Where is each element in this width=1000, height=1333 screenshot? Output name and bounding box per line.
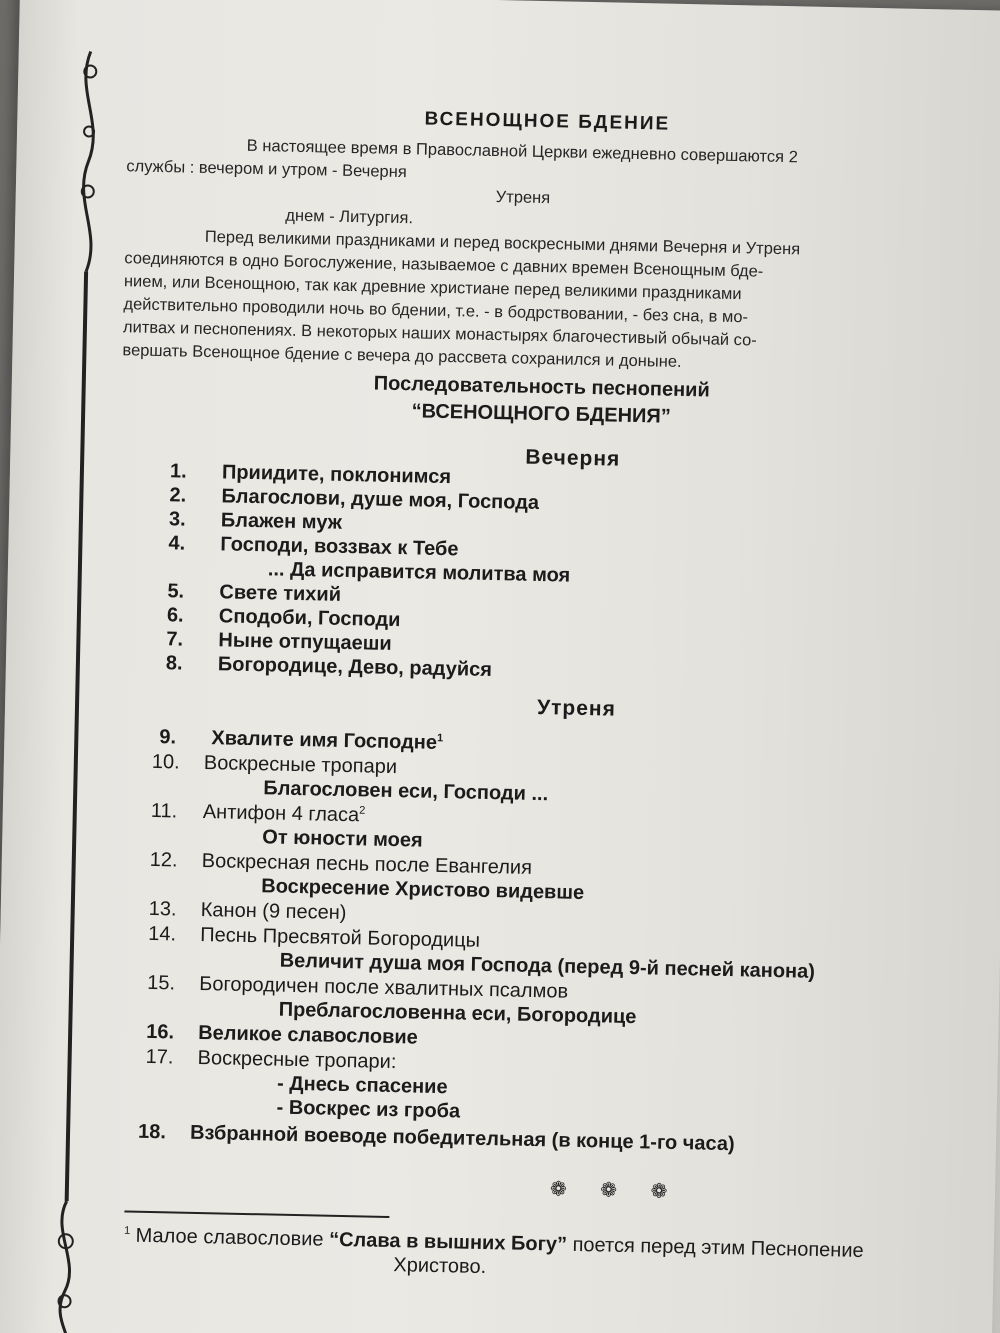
list-subitem: От юности моея [262,826,423,852]
list-item: 12. Воскресная песнь после Евангелия [149,848,533,879]
intro-line: нием, или Всенощною, так как древние христиане перед великими праздниками [123,272,742,304]
list-item: 3. Блажен муж [168,508,343,534]
subheading-sequence: Последовательность песнопений [373,372,711,402]
page-content [122,102,968,1279]
list-subitem: Преблагословенна еси, Богородице [278,998,637,1029]
list-item: 15. Богородичен после хвалитных псалмов [147,971,569,1003]
list-item: 16. Великое славословие [145,1020,419,1049]
intro-line: литвах и песнопениях. В некоторых наших монастырях благочестивый обычай со- [122,318,757,350]
footnote-rule [124,1210,389,1218]
list-item: 9. Хвалите имя Господне$^1$ [159,726,444,754]
intro-line: Перед великими праздниками и перед воскресными днями Вечерня и Утреня [204,227,801,259]
subheading-vigil: “ВСЕНОЩНОГО БДЕНИЯ” [411,400,672,428]
list-item: 17. Воскресные тропари: [145,1045,397,1074]
list-item: 7. Ныне отпущаеши [166,628,392,655]
footnote: $^1$ Малое славословие “Слава в вышних Богу” поется перед этим Песнопение [123,1224,864,1262]
intro-line: соединяются в одно Богослужение, называемое с давних времен Всенощным бде- [124,249,764,281]
list-subitem: - Воскрес из гроба [276,1096,461,1123]
intro-line: днем - Литургия. [285,206,414,228]
list-item: 10. Воскресные тропари [151,750,398,779]
list-item: 5. Свете тихий [167,580,342,606]
list-item: 11. Антифон 4 гласа$^2$ [150,799,366,827]
intro-line: действительно проводили ночь во бдении, т.е. - в бодрствовании, - без сна, в мо- [123,295,749,327]
intro-line: службы : вечером и утром - Вечерня [126,157,407,182]
footnote-continuation: Христово. [393,1254,487,1279]
intro-line: В настоящее время в Православной Церкви ежедневно совершаются 2 [246,136,799,167]
list-subitem: Благословен еси, Господи ... [263,777,549,806]
list-subitem: - Днесь спасение [276,1072,448,1099]
section-title-vespers: Вечерня [525,445,621,471]
intro-line: Утреня [495,188,551,208]
list-item: 1. Приидите, поклонимся [169,460,452,489]
list-item: 2. Благослови, душе моя, Господа [169,484,540,514]
list-item: 18. Взбранной воеводе победительная (в конце 1-го часа) [137,1120,735,1156]
list-item: 6. Сподоби, Господи [166,604,401,632]
list-item: 14. Песнь Пресвятой Богородицы [148,922,481,952]
page-title: ВСЕНОЩНОЕ БДЕНИЕ [424,108,671,135]
list-item: 8. Богородице, Дево, радуйся [165,652,493,682]
list-subitem: Величит душа моя Господа (перед 9-й песней канона) [279,949,816,983]
intro-paragraph [122,132,957,379]
list-subitem: Воскресение Христово видевше [261,875,585,905]
intro-line: вершать Всенощное бдение с вечера до рассвета сохранился и доныне. [122,341,682,371]
section-title-matins: Утреня [536,695,617,721]
list-item: 4. Господи, воззвах к Тебе [168,532,459,561]
list-item: 13. Канон (9 песен) [148,897,347,925]
list-subitem: ... Да исправится молитва моя [267,558,571,587]
vine-ornament-icon [44,31,112,1333]
ornament-stars-icon: ❁ ❁ ❁ [549,1178,682,1204]
